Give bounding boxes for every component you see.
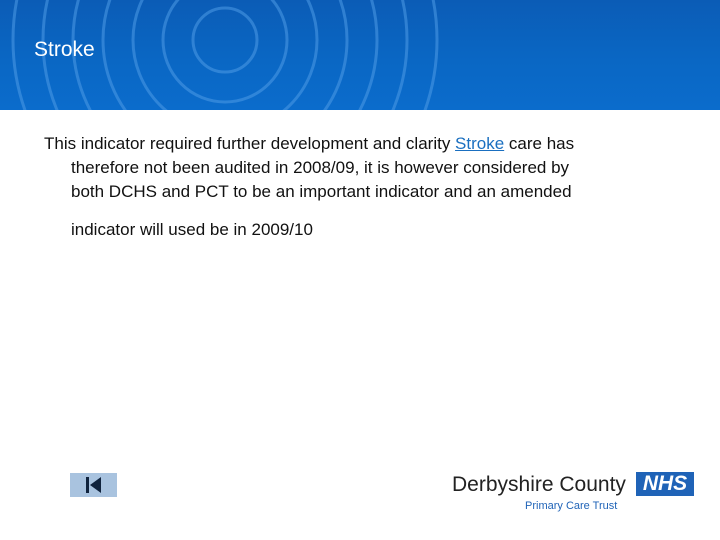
- body-line-1: [44, 132, 684, 156]
- skip-to-start-icon: [84, 476, 104, 494]
- derbyshire-county-nhs-logo: [452, 470, 697, 518]
- slide-header: [0, 0, 720, 110]
- logo-name: Derbyshire County: [452, 473, 626, 496]
- logo-subtitle: Primary Care Trust: [525, 500, 618, 512]
- body-line-4: indicator will used be in 2009/10: [71, 220, 313, 239]
- nhs-badge: NHS: [636, 472, 694, 496]
- body-text-segment: This indicator required further development and clarity: [44, 134, 456, 153]
- first-slide-button[interactable]: [70, 473, 117, 497]
- slide-title: Stroke: [34, 38, 95, 61]
- body-line-2: therefore not been audited in 2008/09, it is however considered by: [71, 158, 570, 177]
- stroke-link[interactable]: Stroke: [455, 134, 505, 153]
- slide-body: [44, 132, 684, 242]
- body-line-3: both DCHS and PCT to be an important indicator and an amended: [71, 182, 572, 201]
- ripple-rings-graphic: [0, 0, 720, 110]
- body-text-segment: care has: [504, 134, 575, 153]
